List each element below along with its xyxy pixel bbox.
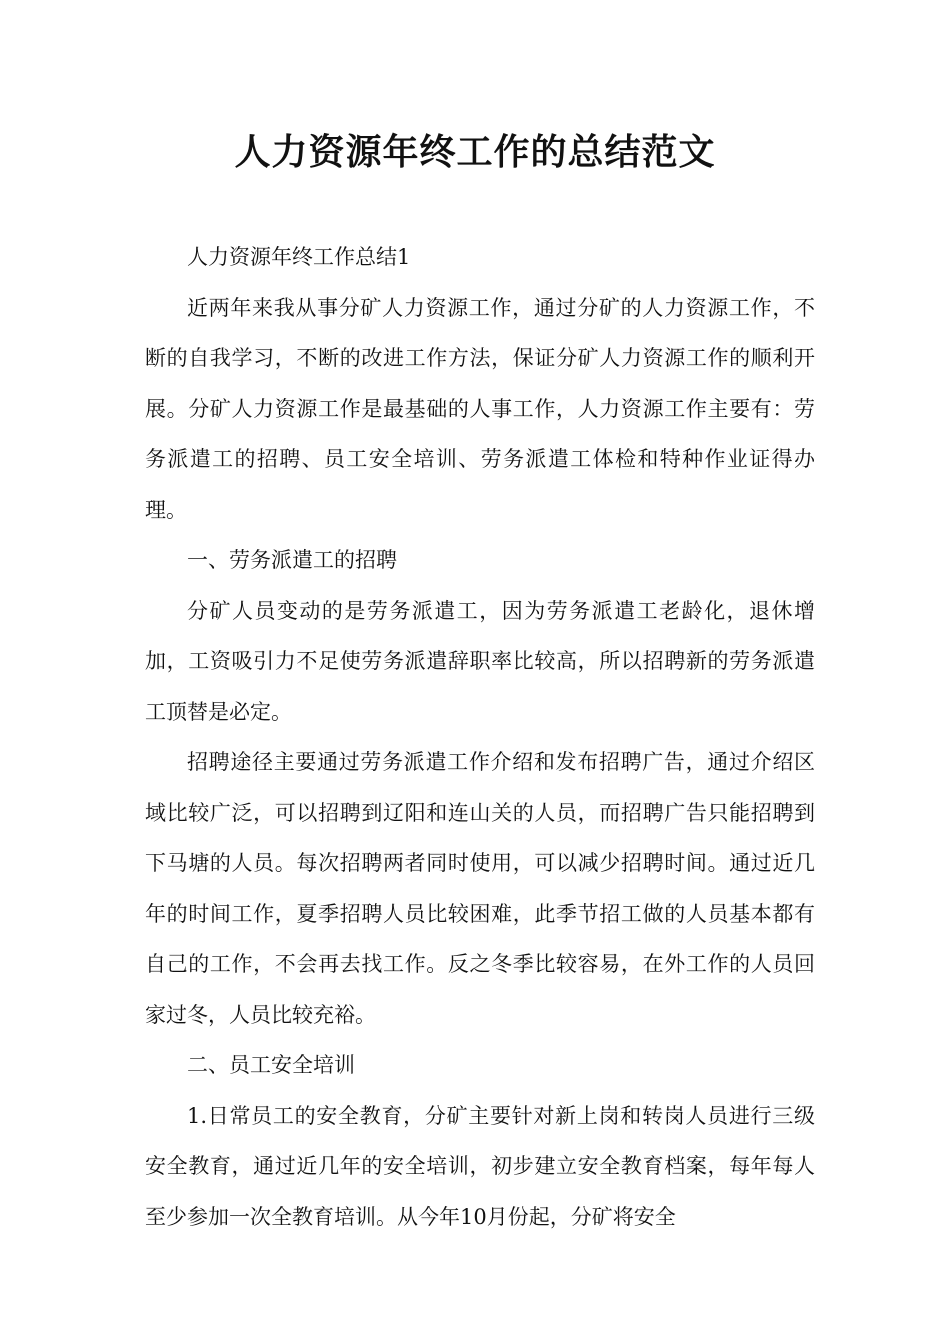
section-heading: 人力资源年终工作总结1 — [187, 245, 411, 269]
paragraph: 招聘途径主要通过劳务派遣工作介绍和发布招聘广告，通过介绍区域比较广泛，可以招聘到辽阳和连山关的人员，而招聘广告只能招聘到下马塘的人员。每次招聘两者同时使用，可以减少招聘时间。通过近几年的时间工作，夏季招聘人员比较困难，此季节招工做的人员基本都有自己的工作，不会再去找工作。反之冬季比较容易，在外工作的人员回家过冬，人员比较充裕。 — [145, 750, 815, 1027]
paragraph: 1.日常员工的安全教育，分矿主要针对新上岗和转岗人员进行三级安全教育，通过近几年的安全培训，初步建立安全教育档案，每年每人至少参加一次全教育培训。从今年10月份起，分矿将安全 — [145, 1103, 815, 1229]
paragraph: 分矿人员变动的是劳务派遣工，因为劳务派遣工老龄化，退休增加，工资吸引力不足使劳务派遣辞职率比较高，所以招聘新的劳务派遣工顶替是必定。 — [145, 598, 815, 724]
section-heading: 二、员工安全培训 — [187, 1053, 355, 1077]
section-heading: 一、劳务派遣工的招聘 — [187, 548, 397, 572]
paragraph: 近两年来我从事分矿人力资源工作，通过分矿的人力资源工作，不断的自我学习，不断的改进工作方法，保证分矿人力资源工作的顺利开展。分矿人力资源工作是最基础的人事工作，人力资源工作主要有：劳务派遣工的招聘、员工安全培训、劳务派遣工体检和特种作业证得办理。 — [145, 295, 815, 522]
page-title: 人力资源年终工作的总结范文 — [234, 131, 716, 173]
document-body — [145, 232, 815, 1242]
